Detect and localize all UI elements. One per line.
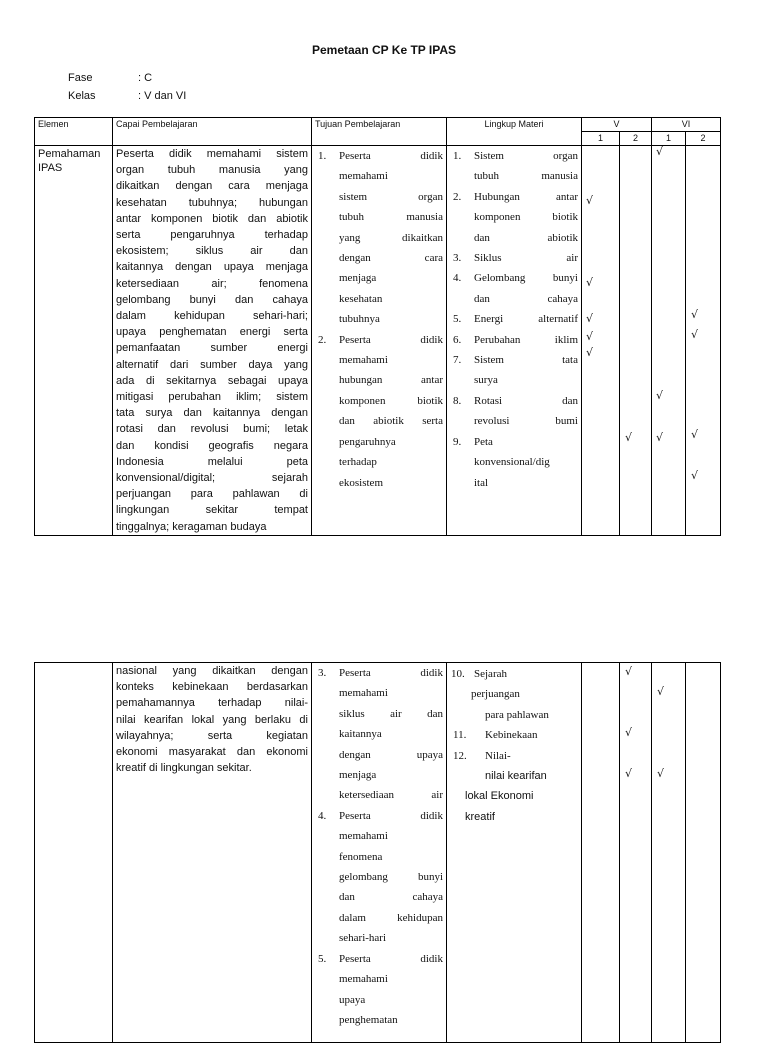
check-col-vi2 [686, 146, 721, 536]
list-item-line: memahami [339, 354, 388, 367]
list-item-line: tubuh manusia [339, 211, 443, 224]
list-item-line: kesehatan [339, 292, 383, 305]
list-item-line: siklus air dan [339, 707, 443, 720]
header-v-sem2: 2 [620, 132, 652, 146]
list-item-line: terhadap [339, 456, 377, 469]
capaian-line: pemahamannya terhadap nilai- [116, 697, 308, 710]
list-item [453, 309, 578, 329]
header-tujuan: Tujuan Pembelajaran [312, 118, 447, 146]
lingkup-item-10-line2: perjuangan [471, 688, 520, 701]
lingkup-cell-cont [447, 663, 582, 1043]
list-item [453, 146, 578, 187]
list-item-line: ketersediaan air [339, 789, 443, 802]
check-mark: √ [625, 431, 633, 444]
list-item-number: 7. [453, 354, 462, 367]
capaian-cell-cont [113, 663, 312, 1043]
header-grade-vi: VI [652, 118, 721, 132]
list-item-number: 1. [318, 150, 327, 162]
capaian-line: lingkungan sekitar tempat [116, 504, 308, 517]
check-col-vi1-cont [652, 663, 686, 1043]
capaian-line: konvensional/digital; sejarah [116, 472, 308, 485]
list-item-line: Peserta didik [339, 809, 443, 822]
capaian-line: serta pengaruhnya terhadap [116, 229, 308, 242]
capaian-line: konteks kebinekaan berdasarkan [116, 681, 308, 694]
check-mark: √ [586, 330, 594, 343]
capaian-line: organ tubuh manusia yang [116, 164, 308, 177]
check-mark: √ [586, 276, 594, 289]
list-item-line: dan cahaya [474, 292, 578, 305]
check-mark: √ [657, 685, 665, 698]
header-lingkup: Lingkup Materi [447, 118, 582, 146]
list-item-number: 6. [453, 333, 462, 346]
list-item-line: Rotasi dan [474, 394, 578, 407]
check-mark: √ [657, 767, 665, 780]
elemen-cell: Pemahaman IPAS [35, 146, 113, 536]
lingkup-item-12-line3: lokal Ekonomi [465, 790, 534, 803]
list-item [318, 663, 443, 806]
list-item-line: memahami [339, 170, 388, 183]
capaian-text [113, 146, 311, 535]
list-item-line: memahami [339, 687, 388, 700]
check-mark: √ [691, 328, 699, 341]
list-item-line: memahami [339, 830, 388, 843]
check-mark: √ [656, 145, 664, 158]
capaian-line: ada di sekitarnya sebagai upaya [116, 374, 308, 387]
list-item-line: sistem organ [339, 190, 443, 203]
fase-value: : C [138, 72, 153, 84]
list-item-line: konvensional/dig [474, 456, 550, 469]
kelas-value: : V dan VI [138, 90, 187, 102]
fase-row [68, 72, 152, 84]
capaian-line: kreatif di lingkungan sekitar. [116, 762, 252, 775]
check-mark: √ [656, 431, 664, 444]
list-item-number: 2. [453, 190, 462, 203]
list-item-line: hubungan antar [339, 374, 443, 387]
capaian-line: perjuangan para pahlawan di [116, 488, 308, 501]
list-item-line: komponen biotik [339, 394, 443, 407]
header-vi-sem2: 2 [686, 132, 721, 146]
list-item-line: Sistem organ [474, 150, 578, 162]
lingkup-item-10: 10. Sejarah [451, 668, 507, 680]
fase-label: Fase [68, 72, 93, 84]
check-mark: √ [625, 665, 633, 678]
capaian-line: Peserta didik memahami sistem [116, 148, 308, 160]
capaian-line: ekonomi masyarakat dan ekonomi [116, 746, 308, 759]
lingkup-cell [447, 146, 582, 536]
list-item-line: menjaga [339, 272, 377, 285]
capaian-cell [113, 146, 312, 536]
kelas-label: Kelas [68, 90, 96, 102]
list-item [453, 330, 578, 350]
list-item-line: sehari-hari [339, 932, 387, 945]
list-item-line: penghematan [339, 1013, 398, 1026]
check-mark: √ [625, 726, 633, 739]
list-item [453, 248, 578, 268]
list-item-line: menjaga [339, 769, 377, 782]
capaian-line: antar komponen biotik dan abiotik [116, 212, 308, 225]
list-item-line: pengaruhnya [339, 435, 396, 448]
check-mark: √ [586, 346, 594, 359]
list-item-number: 3. [318, 667, 327, 679]
tujuan-cell-cont [312, 663, 447, 1043]
capaian-line: nasional yang dikaitkan dengan [116, 665, 308, 677]
list-item-number: 8. [453, 394, 462, 407]
check-col-vi1 [652, 146, 686, 536]
capaian-line: dan kondisi geografis negara [116, 439, 308, 452]
capaian-line: pemanfaatan sumber energi [116, 342, 308, 355]
list-item-line: Perubahan iklim [474, 333, 578, 346]
list-item-line: Hubungan antar [474, 190, 578, 203]
list-item-line: dengan upaya [339, 748, 443, 761]
list-item-number: 9. [453, 435, 462, 448]
list-item-line: Peserta didik [339, 333, 443, 346]
list-item-line: kaitannya [339, 728, 382, 741]
list-item-line: fenomena [339, 850, 383, 863]
capaian-line: rotasi dan revolusi bumi; letak [116, 423, 308, 436]
check-mark: √ [586, 194, 594, 207]
list-item [453, 391, 578, 432]
list-item-line: Peta [474, 435, 493, 448]
list-item-line: Peserta didik [339, 150, 443, 162]
list-item-line: upaya [339, 993, 366, 1006]
capaian-line: alternatif dari sumber daya yang [116, 358, 308, 371]
capaian-line: Indonesia melalui peta [116, 455, 308, 468]
mapping-table-page1 [34, 117, 721, 536]
lingkup-item-11: 11. Kebinekaan [453, 729, 538, 742]
list-item-number: 3. [453, 252, 462, 265]
capaian-line: wilayahnya; serta kegiatan [116, 729, 308, 742]
list-item-line: Gelombang bunyi [474, 272, 578, 285]
list-item [453, 432, 578, 493]
check-mark: √ [691, 469, 699, 482]
capaian-line: nilai kearifan lokal yang berlaku di [116, 713, 308, 726]
capaian-line: ekosistem; siklus air dan [116, 245, 308, 258]
check-col-v2-cont [620, 663, 652, 1043]
list-item-line: Siklus air [474, 252, 578, 265]
lingkup-item-12: 12. Nilai- [453, 749, 511, 762]
tujuan-list [312, 146, 446, 493]
check-mark: √ [625, 767, 633, 780]
list-item-line: memahami [339, 973, 388, 986]
capaian-text-cont [113, 663, 311, 776]
list-item-number: 5. [318, 952, 327, 965]
list-item-line: ekosistem [339, 476, 383, 489]
tujuan-list-cont [312, 663, 446, 1030]
lingkup-list-cont [447, 663, 581, 827]
list-item-line: dalam kehidupan [339, 911, 443, 924]
list-item-number: 1. [453, 150, 462, 162]
check-mark: √ [656, 389, 664, 402]
capaian-line: upaya penghematan energi serta [116, 326, 308, 339]
capaian-line: kesehatan tubuhnya; hubungan [116, 196, 308, 209]
capaian-line: kaitannya dengan upaya menjaga [116, 261, 308, 274]
lingkup-item-10-line3: para pahlawan [485, 708, 549, 721]
capaian-line: gelombang bunyi dan cahaya [116, 293, 308, 306]
header-grade-v: V [582, 118, 652, 132]
list-item-line: dengan cara [339, 252, 443, 265]
lingkup-item-12-line4: kreatif [465, 810, 495, 823]
list-item [318, 330, 443, 493]
list-item-number: 4. [318, 809, 327, 822]
capaian-line: tata surya dan kaitannya dengan [116, 407, 308, 420]
list-item-line: surya [474, 374, 498, 387]
list-item-line: yang dikaitkan [339, 231, 443, 244]
list-item-line: Sistem tata [474, 354, 578, 367]
list-item-line: revolusi bumi [474, 415, 578, 428]
list-item-line: dan abiotik [474, 231, 578, 244]
capaian-line: ketersediaan air; fenomena [116, 277, 308, 290]
header-capaian: Capai Pembelajaran [113, 118, 312, 146]
list-item [453, 350, 578, 391]
list-item-line: dan abiotik serta [339, 415, 443, 428]
check-col-v1 [582, 146, 620, 536]
check-mark: √ [691, 308, 699, 321]
capaian-line: dalam kehidupan sehari-hari; [116, 310, 308, 323]
list-item-line: tubuh manusia [474, 170, 578, 183]
list-item [453, 187, 578, 248]
elemen-cell-cont [35, 663, 113, 1043]
capaian-line: dikaitkan dengan cara menjaga [116, 180, 308, 193]
list-item [453, 268, 578, 309]
capaian-line: tinggalnya; keragaman budaya [116, 520, 267, 533]
tujuan-cell [312, 146, 447, 536]
list-item-line: Peserta didik [339, 667, 443, 679]
lingkup-list [447, 146, 581, 493]
list-item-line: gelombang bunyi [339, 871, 443, 884]
header-elemen: Elemen [35, 118, 113, 146]
list-item-number: 4. [453, 272, 462, 285]
list-item [318, 949, 443, 1031]
list-item-line: komponen biotik [474, 211, 578, 224]
list-item-line: Peserta didik [339, 952, 443, 965]
list-item [318, 806, 443, 949]
list-item-number: 5. [453, 313, 462, 326]
document-title: Pemetaan CP Ke TP IPAS [311, 43, 457, 57]
check-mark: √ [691, 428, 699, 441]
check-col-v1-cont [582, 663, 620, 1043]
header-v-sem1: 1 [582, 132, 620, 146]
capaian-line: mitigasi perubahan iklim; sistem [116, 391, 308, 404]
check-mark: √ [586, 312, 594, 325]
lingkup-item-12-line2: nilai kearifan [485, 770, 547, 783]
list-item-line: tubuhnya [339, 313, 380, 326]
list-item-line: ital [474, 476, 489, 489]
header-vi-sem1: 1 [652, 132, 686, 146]
list-item-line: Energi alternatif [474, 313, 578, 326]
list-item-number: 2. [318, 333, 327, 346]
check-col-v2 [620, 146, 652, 536]
mapping-table-page2 [34, 662, 721, 1043]
kelas-row [68, 90, 186, 102]
check-col-vi2-cont [686, 663, 721, 1043]
list-item [318, 146, 443, 330]
list-item-line: dan cahaya [339, 891, 443, 904]
